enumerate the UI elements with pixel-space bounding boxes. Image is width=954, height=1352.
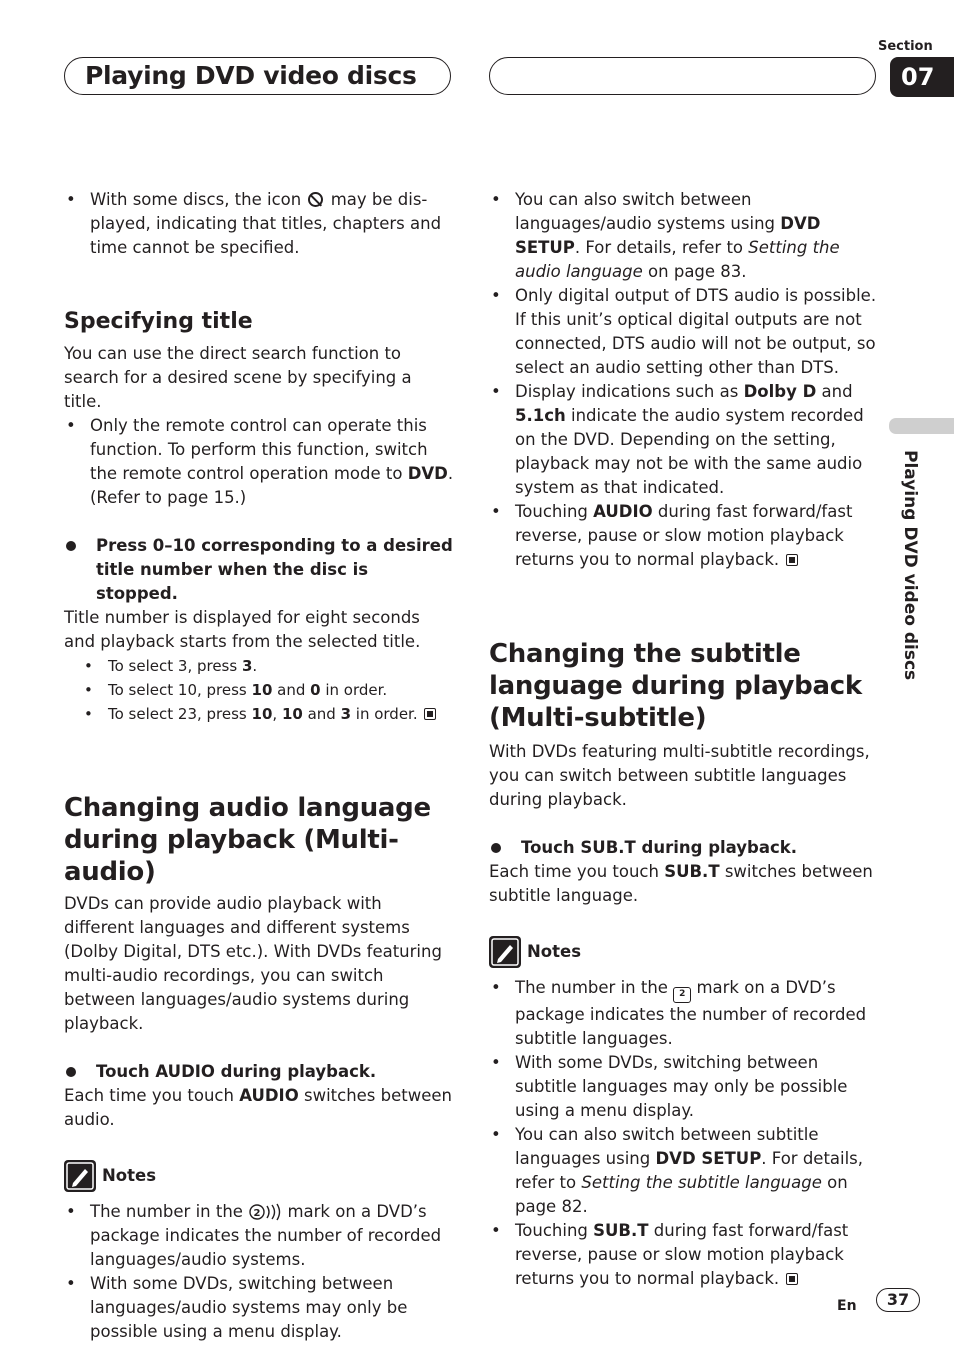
section-label: Section	[878, 39, 933, 54]
list-item: • You can also switch between subtitle languages using DVD SETUP. For details, refer to Setting the subtitle language on page 82.	[489, 1123, 879, 1219]
paragraph: You can use the direct search function to search for a desired scene by specifying a title.	[64, 344, 412, 411]
paragraph: DVDs can provide audio playback with different languages and different systems (Dolby Digital, DTS etc.). With DVDs featuring multi-audio recordings, you can switch between languages/audio systems during playback.	[64, 894, 442, 1033]
notes-list	[489, 976, 879, 1291]
audio-languages-mark-icon	[248, 1203, 282, 1221]
paragraph: Each time you touch AUDIO switches between audio.	[64, 1086, 452, 1129]
note-pencil-icon	[64, 1160, 96, 1192]
list-item: • Touching AUDIO during fast forward/fast reverse, pause or slow motion playback returns you to normal playback.	[489, 500, 879, 572]
side-chapter-label: Playing DVD video discs	[900, 450, 920, 681]
example-list	[64, 654, 454, 726]
right-column	[489, 188, 879, 1291]
step-bullet-icon	[66, 1067, 76, 1077]
note-pencil-icon	[489, 936, 521, 968]
list-item: • With some DVDs, switching between subtitle languages may only be possible using a menu display.	[489, 1051, 879, 1123]
list-item: • Display indications such as Dolby D and 5.1ch indicate the audio system recorded on the DVD. Depending on the setting, playback may not be with the same audio system as that indicated.	[489, 380, 879, 500]
list-item: • The number in the 2 mark on a DVD’s package indicates the number of recorded languages/audio systems.	[64, 1200, 454, 1272]
header-title-frame	[64, 57, 451, 95]
instruction-step: Touch SUB.T during playback.	[489, 836, 879, 860]
prohibited-icon	[308, 192, 323, 207]
header-blank-frame	[489, 57, 876, 95]
notes-list	[64, 1200, 454, 1344]
list-item: • To select 3, press 3.	[64, 654, 454, 678]
list-item: • To select 23, press 10, 10 and 3 in order.	[64, 702, 454, 726]
notes-header: Notes	[64, 1160, 454, 1192]
section-heading: Changing the subtitle language during playback (Multi-subtitle)	[489, 639, 862, 733]
section-number: 07	[890, 57, 954, 97]
list-item: • To select 10, press 10 and 0 in order.	[64, 678, 454, 702]
page-number: 37	[876, 1288, 920, 1312]
list-item: • You can also switch between languages/audio systems using DVD SETUP. For details, refer to Setting the audio language on page 83.	[489, 188, 879, 284]
end-mark-icon	[786, 1273, 798, 1285]
end-mark-icon	[424, 708, 436, 720]
instruction-step: Touch AUDIO during playback.	[64, 1060, 454, 1084]
paragraph: Title number is displayed for eight seconds and playback starts from the selected title.	[64, 608, 421, 651]
intro-bullets	[64, 188, 454, 260]
list-item: • Only digital output of DTS audio is possible. If this unit’s optical digital outputs are not connected, DTS audio will not be output, so select an audio setting other than DTS.	[489, 284, 879, 380]
section-heading: Changing audio language during playback (Multi-audio)	[64, 793, 431, 887]
end-mark-icon	[786, 554, 798, 566]
step-bullet-icon	[491, 843, 501, 853]
section-heading: Specifying title	[64, 309, 253, 334]
subtitle-languages-mark-icon: 2	[673, 987, 691, 1003]
audio-notes-list	[489, 188, 879, 572]
list-item: • Only the remote control can operate this function. To perform this function, switch the remote control operation mode to DVD. (Refer to page 15.)	[64, 414, 454, 510]
list-item: • Touching SUB.T during fast forward/fast reverse, pause or slow motion playback returns you to normal playback.	[489, 1219, 879, 1291]
instruction-step: Press 0–10 corresponding to a desired title number when the disc is stopped.	[64, 534, 454, 606]
page-title: Playing DVD video discs	[85, 61, 417, 90]
paragraph: Each time you touch SUB.T switches between subtitle language.	[489, 862, 873, 905]
notes-header: Notes	[489, 936, 879, 968]
bullet-list	[64, 414, 454, 510]
svg-text:2: 2	[253, 1208, 261, 1219]
list-item: • The number in the 2 mark on a DVD’s package indicates the number of recorded subtitle languages.	[489, 976, 879, 1051]
left-column	[64, 188, 454, 1344]
list-item: • With some discs, the icon may be dis-played, indicating that titles, chapters and time cannot be specified.	[64, 188, 454, 260]
language-code: En	[837, 1298, 857, 1314]
side-tab-marker	[889, 418, 954, 434]
step-bullet-icon	[66, 541, 76, 551]
paragraph: With DVDs featuring multi-subtitle recordings, you can switch between subtitle languages during playback.	[489, 742, 870, 809]
list-item: • With some DVDs, switching between languages/audio systems may only be possible using a menu display.	[64, 1272, 454, 1344]
